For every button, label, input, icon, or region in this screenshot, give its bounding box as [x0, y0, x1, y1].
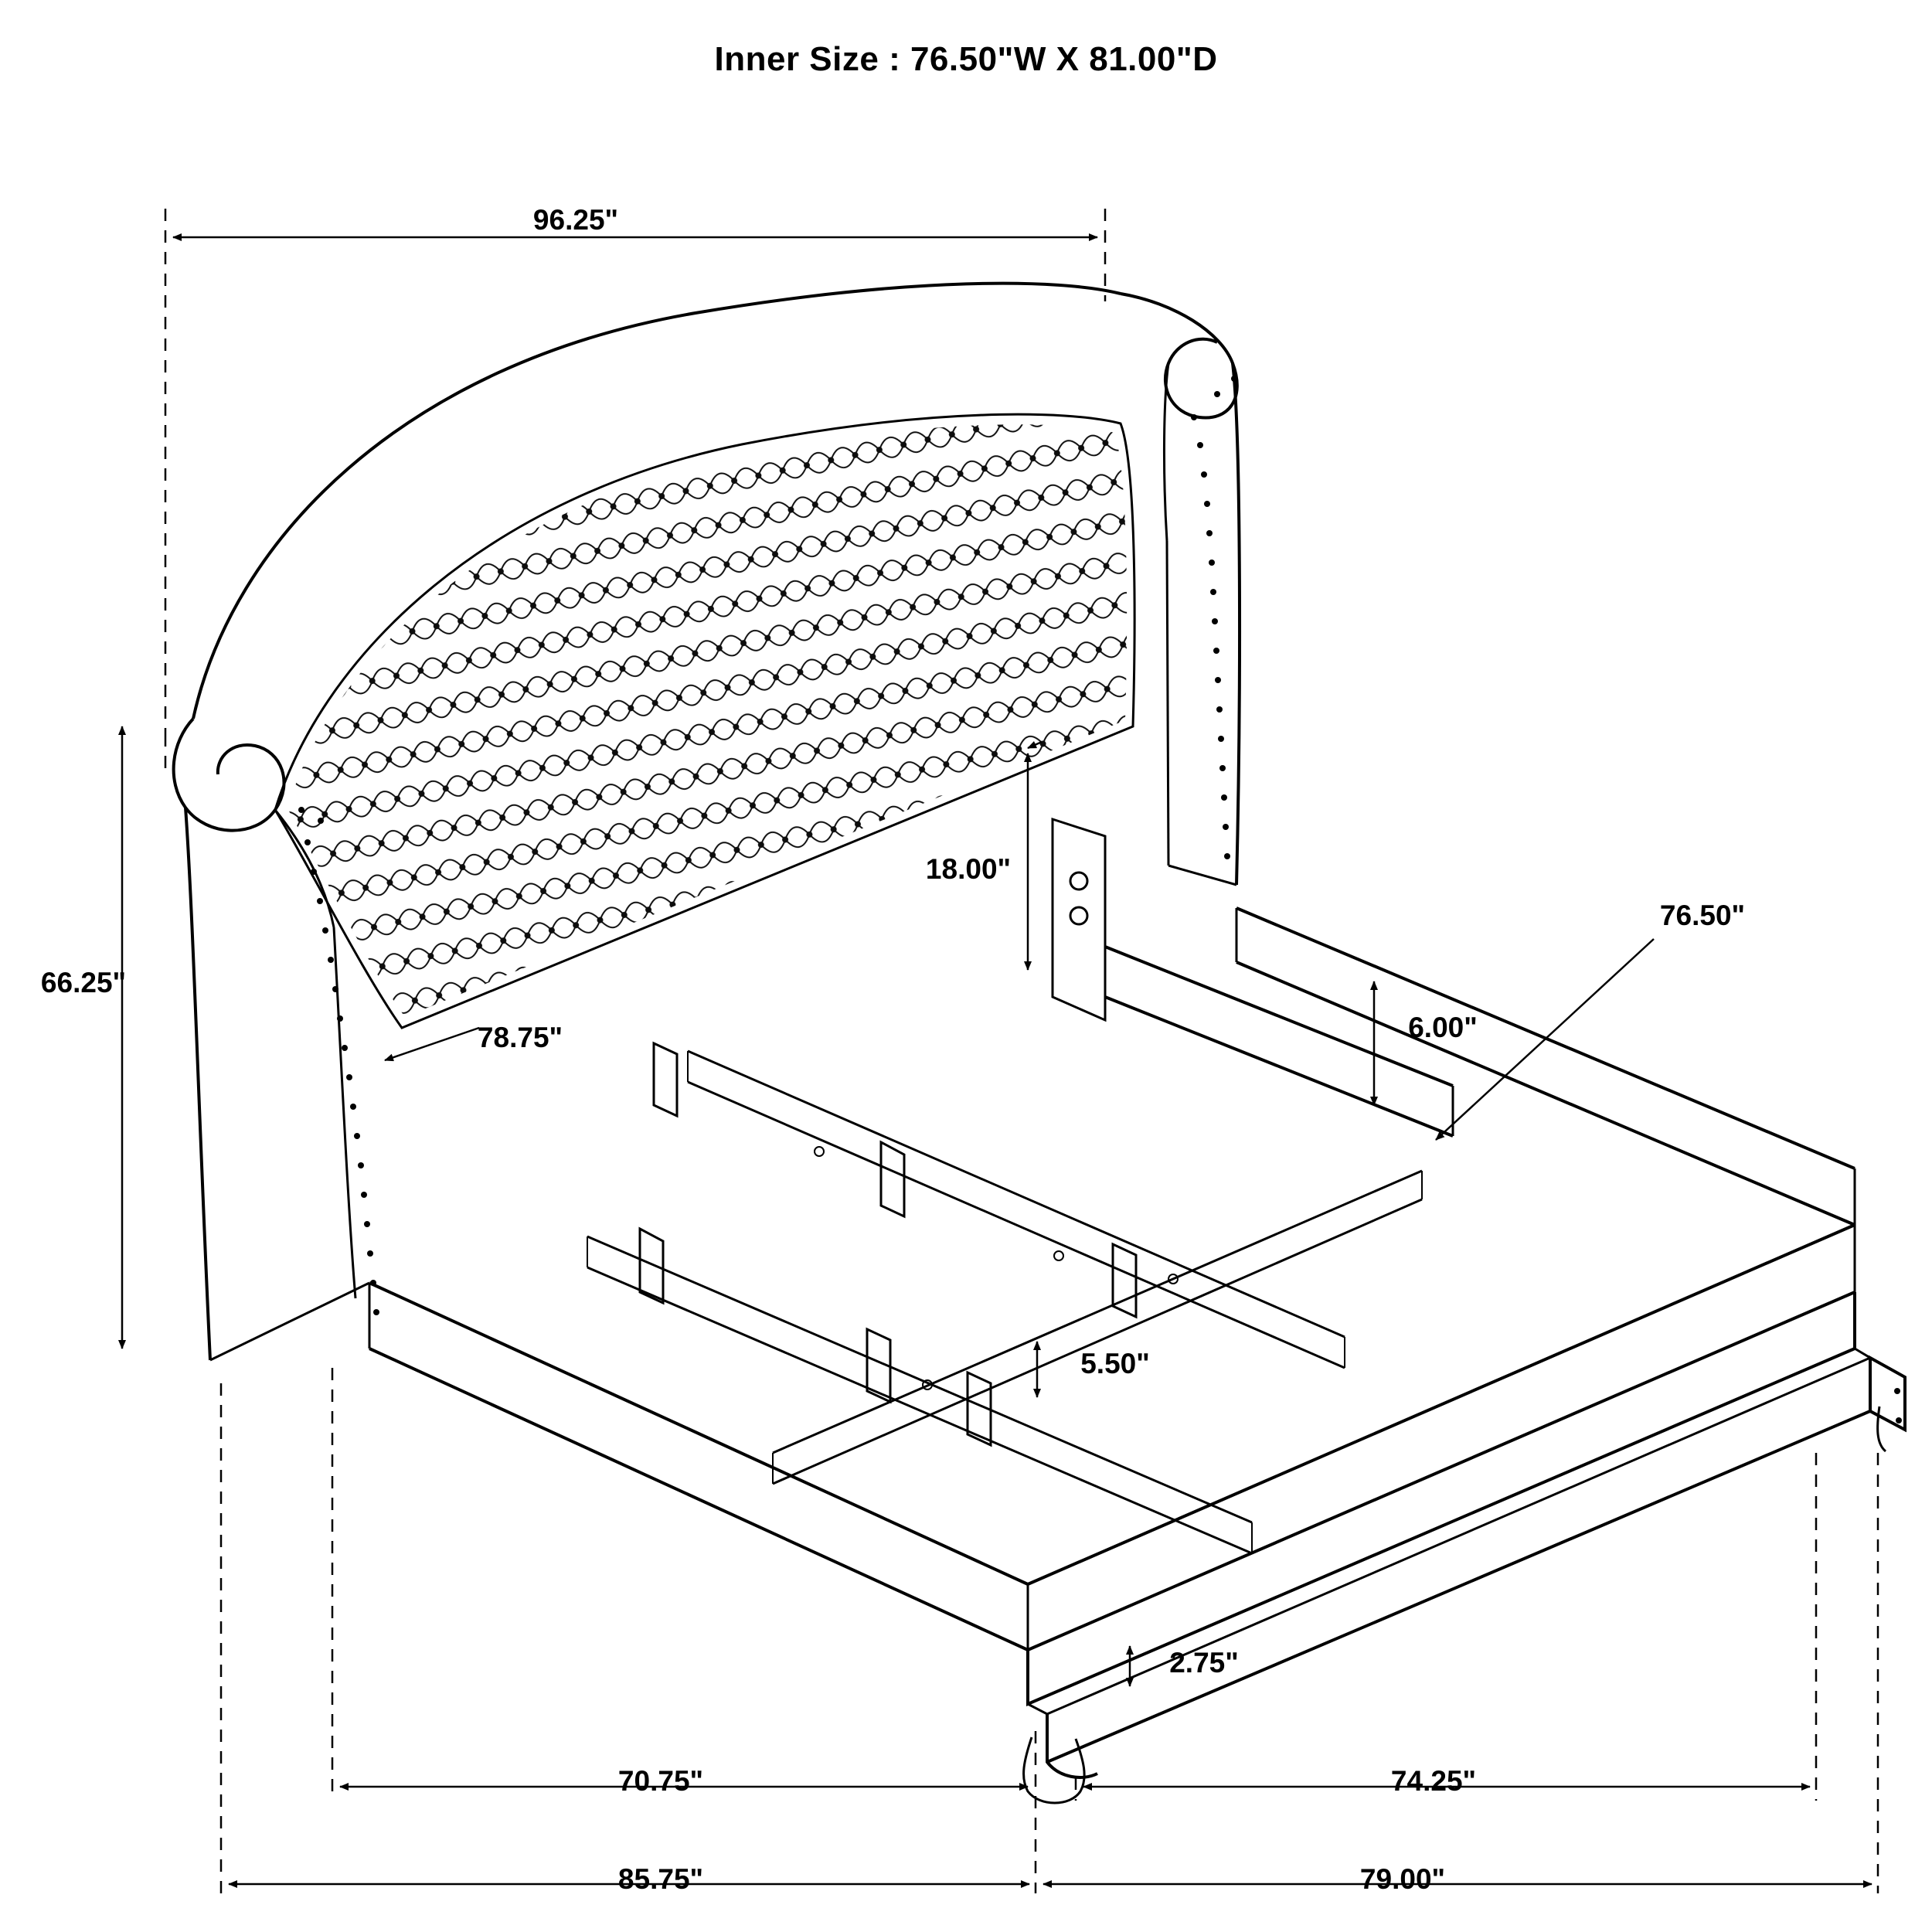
dimension-label-leg-height: 2.75" — [1169, 1647, 1239, 1679]
dimension-label-slat-height: 5.50" — [1080, 1348, 1150, 1379]
dimension-label-overall-width-top: 96.25" — [532, 204, 619, 236]
dimension-label-right-footprint: 74.25" — [1390, 1765, 1477, 1797]
dimension-label-left-overall-depth: 85.75" — [617, 1863, 704, 1895]
dimension-label-right-overall-depth: 79.00" — [1359, 1863, 1446, 1895]
dimension-label-headboard-height: 66.25" — [40, 967, 127, 998]
dimension-label-side-rail-pointer: 76.50" — [1659, 900, 1746, 931]
dimension-label-left-footprint: 70.75" — [617, 1765, 704, 1797]
dimension-label-headboard-face-height: 18.00" — [925, 853, 1012, 885]
dimension-label-rail-to-slat-height: 6.00" — [1408, 1012, 1478, 1043]
dimension-label-headboard-width-inner: 78.75" — [477, 1022, 563, 1053]
page-title: Inner Size : 76.50"W X 81.00"D — [714, 40, 1218, 78]
